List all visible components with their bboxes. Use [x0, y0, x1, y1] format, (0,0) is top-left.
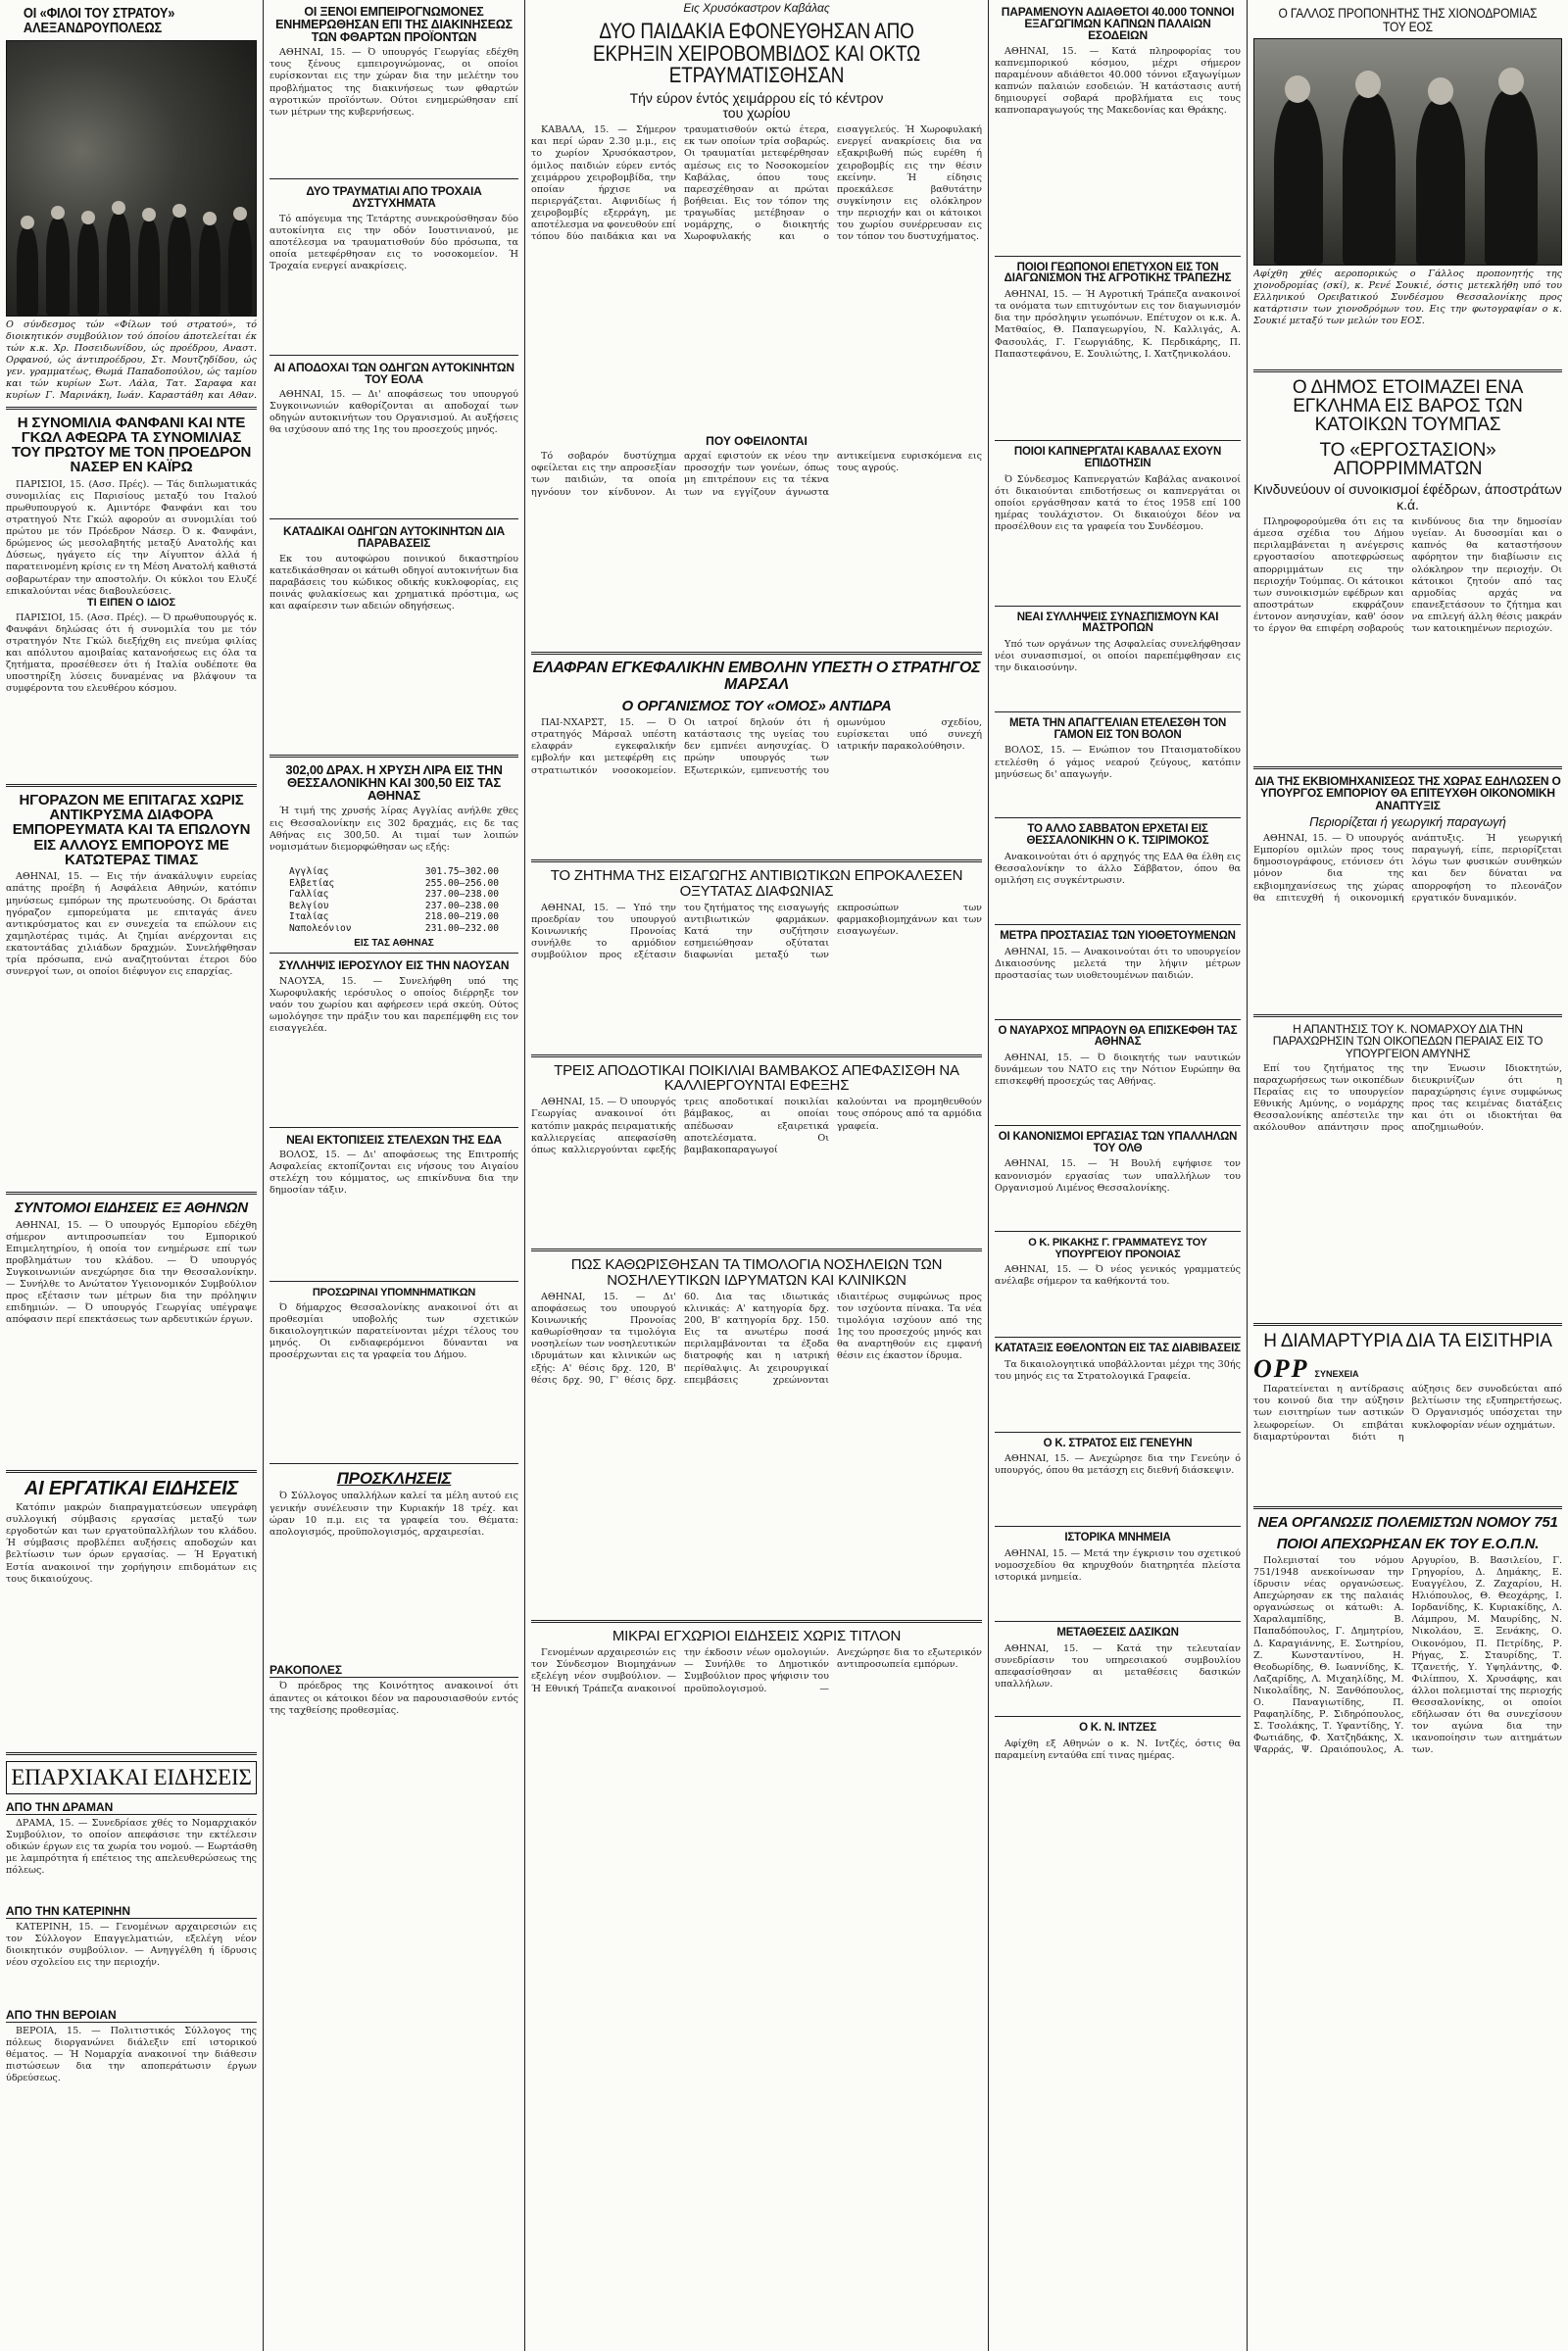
headline-wedding: ΜΕΤΑ ΤΗΝ ΑΠΑΓΓΕΛΙΑΝ ΕΤΕΛΕΣΘΗ ΤΟΝ ΓΑΜΟΝ ΕΙΣ ΤΟΝ ΒΟΛΟΝ	[1008, 717, 1227, 741]
article-intzes: Αφίχθη εξ Αθηνών ο κ. Ν. Ιντζές, όστις θα παραμείνη ενταύθα επί τινας ημέρας.	[995, 1738, 1241, 1761]
headline-factory: ΤΟ «ΕΡΓΟΣΤΑΣΙΟΝ» ΑΠΟΡΡΙΜΜΑΤΩΝ	[1319, 439, 1496, 480]
headline-labor: ΑΙ ΕΡΓΑΤΙΚΑΙ ΕΙΔΗΣΕΙΣ	[24, 1477, 239, 1499]
headline-arrests: ΝΕΑΙ ΣΥΛΛΗΨΕΙΣ ΣΥΝΑΣΠΙΣΜΟΥΝ ΚΑΙ ΜΑΣΤΡΟΠΩΝ	[1016, 611, 1219, 635]
article-veterans: Πολεμισταί του νόμου 751/1948 ανεκοίνωσαν την ίδρυσιν νέας οργανώσεως. Απεχώρησαν εκ της παλαιάς οργανώσεως οι κάτωθι: Α. Χαραλαμπίδης, Β. Παπαδόπουλος, Γ. Δημητρίου, Δ. Καραγιάννης, Ε. Σωτηρίου, Ζ. Κωνσταντίνου, Η. Θεοδωρίδης, Θ. Ιωαννίδης, Κ. Λαζαρίδης, Λ. Μιχαηλίδης, Μ. Νικολαΐδης, Ν. Ξανθόπουλος, Ο. Παναγιωτίδης, Π. Ραφαηλίδης, Ρ. Σιδηρόπουλος, Σ. Τσολάκης, Τ. Υφαντίδης, Υ. Φωτιάδης, Φ. Χατζηδάκης, Χ. Ψαρράς, Ψ. Ωραιόπουλος, Α. Αργυρίου, Β. Βασιλείου, Γ. Γρηγορίου, Δ. Δημάκης, Ε. Ευαγγέλου, Ζ. Ζαχαρίου, Η. Ηλιόπουλος, Θ. Θεοχάρης, Ι. Ιορδανίδης, Κ. Κυριακίδης, Λ. Λάμπρου, Μ. Μαυρίδης, Ν. Νικολάου, Ξ. Ξενάκης, Ο. Οικονόμου, Π. Πετρίδης, Ρ. Ρήγας, Σ. Σταυρίδης, Τ. Τζανετής, Υ. Υψηλάντης, Φ. Φιλίππου, Χ. Χρυσάφης, και άλλοι πολεμισταί της περιοχής Θεσσαλονίκης, οι οποίοι εδήλωσαν ότι θα συνεχίσουν τον αγώνα δια την ικανοποίησιν των αιτημάτων των.	[1253, 1554, 1562, 1756]
headline-temporary: ΠΡΟΣΩΡΙΝΑΙ ΥΠΟΜΝΗΜΑΤΙΚΩΝ	[312, 1286, 476, 1298]
article-tobacco-workers: Ό Σύνδεσμος Καπνεργατών Καβάλας ανακοινοί ότι δικαιούνται επιδοτήσεως οι καπνεργάται οι οποίοι εργάσθησαν κατά το έτος 1958 επί 100 ημέρας τουλάχιστον. Οι δικαιούχοι δέον να προσέλθουν εις τα γραφεία του Συνδέσμου.	[995, 473, 1241, 532]
headline-ski-coach: Ο ΓΑΛΛΟΣ ΠΡΟΠΟΝΗΤΗΣ ΤΗΣ ΧΙΟΝΟΔΡΟΜΙΑΣ ΤΟΥ ΕΟΣ	[1278, 5, 1538, 35]
article-small-news: Γενομένων αρχαιρεσιών εις τον Σύνδεσμον Βιομηχάνων εξελέγη νέον συμβούλιον. — Ή Εθνική Τράπεζα ανακοινοί την έκδοσιν νέων ομολογιών. — Συνήλθε το Δημοτικόν Συμβούλιον προς ψήφισιν του προϋπολογισμού. — Ανεχώρησε δια το εξωτερικόν αντιπροσωπεία εμπόρων.	[531, 1647, 982, 1694]
article-stratos: ΑΘΗΝΑΙ, 15. — Ανεχώρησε δια την Γενεύην ό υπουργός, όπου θα μετάσχη εις διεθνή διάσκεψιν.	[995, 1453, 1241, 1477]
table-row: Ελβετίας 255.00—256.00	[289, 877, 499, 889]
headline-eda: ΝΕΑΙ ΕΚΤΟΠΙΣΕΙΣ ΣΤΕΛΕΧΩΝ ΤΗΣ ΕΔΑ	[286, 1132, 502, 1147]
subhead-said: ΤΙ ΕΙΠΕΝ Ο ΙΔΙΟΣ	[86, 596, 176, 609]
article-fanfani-2: ΠΑΡΙΣΙΟΙ, 15. (Ασσ. Πρές). — Ό πρωθυπουργός κ. Φανφάνι δηλώσας ότι ή συνομιλία του με τόν στρατηγόν Ντε Γκώλ διεξήχθη εις πνεύμα φιλίας και απόλυτου αμοιβαίας κατανοήσεως εις όλα τα ζητήματα, προσέθεσεν ότι ή Ιταλία ουδέποτε θα υποστηρίξη λύσεις δυναμένας να βλάψουν τα συμφέροντα του ελευθέρου κόσμου.	[6, 612, 257, 695]
article-labor: Κατόπιν μακρών διαπραγματεύσεων υπεγράφη συλλογική σύμβασις εργασίας μεταξύ των εργοδοτών και των εργατοϋπαλλήλων του κλάδου. Ή σύμβασις προβλέπει αυξήσεις αποδοχών και βελτίωσιν των όρων εργασίας. — Ή Εργατική Εστία ανακοινοί την χορήγησιν επιδομάτων εις τους δικαιούχους.	[6, 1502, 257, 1585]
table-row: Βελγίου 237.00—238.00	[289, 900, 499, 911]
headline-stratos: Ο Κ. ΣΤΡΑΤΟΣ ΕΙΣ ΓΕΝΕΥΗΝ	[1043, 1437, 1193, 1449]
article-tickets: Παρατείνεται η αντίδρασις του κοινού δια την αύξησιν των εισιτηρίων των αστικών λεωφορείων. Οι επιβάται διαμαρτύρονται διότι η αύξησις δεν συνοδεύεται από βελτίωσιν της εξυπηρετήσεως. Ό Οργανισμός υπόσχεται την κυκλοφορίαν νέων οχημάτων.	[1253, 1384, 1562, 1443]
headline-withdrew: ΠΟΙΟΙ ΑΠΕΧΩΡΗΣΑΝ ΕΚ ΤΟΥ Ε.Ο.Π.Ν.	[1276, 1535, 1540, 1552]
continuation-block	[1253, 1354, 1562, 1384]
article-gold-pound: Ή τιμή της χρυσής λίρας Αγγλίας ανήλθε χθες εις Θεσσαλονίκην εις 302 δραχμάς, εις δε τας Αθήνας εις 300,50. Αι τιμαί των λοιπών νομισμάτων διεμορφώθησαν ως εξής:	[270, 806, 518, 853]
photo-caption-ski: Αφίχθη χθές αεροπορικώς ο Γάλλος προπονητής της χιονοδρομίας (σκί), κ. Ρενέ Σουκιέ, όστις μετεκλήθη υπό του Ελληνικού Ορειβατικού Συνδέσμου Θεσσαλονίκης προς κατάρτισιν των χιονοδρόμων του. Εις την φωτογραφίαν ο κ. Σουκιέ μεταξύ των μελών του ΕΟΣ.	[1253, 268, 1562, 326]
headline-tsirimokos: ΤΟ ΑΛΛΟ ΣΑΒΒΑΤΟΝ ΕΡΧΕΤΑΙ ΕΙΣ ΘΕΣΣΑΛΟΝΙΚΗΝ Ο Κ. ΤΣΙΡΙΜΟΚΟΣ	[1026, 823, 1209, 848]
article-invitations: Ό Σύλλογος υπαλλήλων καλεί τα μέλη αυτού εις γενικήν συνέλευσιν την Κυριακήν 18 τρέχ. και ώραν 10 π.μ. εις τα γραφεία του. Θέματα: απολογισμός, προϋπολογισμός, αρχαιρεσίαι.	[270, 1491, 518, 1538]
article-admiral: ΑΘΗΝΑΙ, 15. — Ό διοικητής των ναυτικών δυνάμεων του ΝΑΤΟ εις την Νότιον Ευρώπην θα επισκεφθή προσεχώς τας Αθήνας.	[995, 1053, 1241, 1088]
headline-grenade: ΔΥΟ ΠΑΙΔΑΚΙΑ ΕΦΟΝΕΥΘΗΣΑΝ ΑΠΟ ΕΚΡΗΞΙΝ ΧΕΙΡΟΒΟΜΒΙΔΟΣ ΚΑΙ ΟΚΤΩ ΕΤΡΑΥΜΑΤΙΣΘΗΣΑΝ	[592, 19, 921, 88]
headline-friends-army: ΟΙ «ΦΙΛΟΙ ΤΟΥ ΣΤΡΑΤΟΥ» ΑΛΕΞΑΝΔΡΟΥΠΟΛΕΩΣ	[23, 5, 175, 37]
headline-tobacco: ΠΑΡΑΜΕΝΟΥΝ ΑΔΙΑΘΕΤΟΙ 40.000 ΤΟΝΝΟΙ ΕΞΑΓΩΓΙΜΩΝ ΚΑΠΝΩΝ ΠΑΛΑΙΩΝ ΕΣΟΔΕΙΩΝ	[1001, 5, 1235, 43]
headline-provincial: ΕΠΑΡΧΙΑΚΑΙ ΕΙΔΗΣΕΙΣ	[6, 1761, 257, 1793]
article-tsirimokos: Ανακοινούται ότι ό αρχηγός της ΕΔΑ θα έλθη εις Θεσσαλονίκην το άλλο Σάββατον, όπου θα ομιλήση εις συγκέντρωσιν.	[995, 851, 1241, 887]
article-tobacco: ΑΘΗΝΑΙ, 15. — Κατά πληροφορίας του καπνεμπορικού κόσμου, μέχρι σήμερον παραμένουν αδιάθετοι 40.000 τόννοι εξαγωγίμων καπνών παλαιών εσοδειών. Ή κατάστασις αυτή δημιουργεί σοβαρά προβλήματα εις τους καπνοπαραγωγούς της Μακεδονίας και Θράκης.	[995, 45, 1241, 117]
article-drivers-pay: ΑΘΗΝΑΙ, 15. — Δι' αποφάσεως του υπουργού Συγκοινωνιών καθορίζονται αι αποδοχαί των οδηγών αυτοκινήτων του Οργανισμού. Αι αυξήσεις θα ισχύσουν από της 1ης του προσεχούς μηνός.	[270, 389, 518, 436]
headline-veterans: ΝΕΑ ΟΡΓΑΝΩΣΙΣ ΠΟΛΕΜΙΣΤΩΝ ΝΟΜΟΥ 751	[1257, 1514, 1558, 1532]
subhead-factory: Κινδυνεύουν οί συνοικισμοί έφέδρων, άποστράτων κ.ά.	[1253, 481, 1562, 513]
headline-monuments: ΙΣΤΟΡΙΚΑ ΜΝΗΜΕΙΑ	[1064, 1532, 1171, 1544]
headline-olth: ΟΙ ΚΑΝΟΝΙΣΜΟΙ ΕΡΓΑΣΙΑΣ ΤΩΝ ΥΠΑΛΛΗΛΩΝ ΤΟΥ ΟΛΘ	[998, 1131, 1238, 1154]
article-rakopoles: Ό πρόεδρος της Κοινότητος ανακοινοί ότι άπαντες οι κάτοικοι δέον να παρουσιασθούν εντός της ταχθείσης προθεσμίας.	[270, 1681, 518, 1716]
article-cheques: ΑΘΗΝΑΙ, 15. — Εις τήν άνακάλυψιν ευρείας απάτης προέβη ή Ασφάλεια Αθηνών, κατόπιν μηνύσεως εμπόρων της πρωτευούσης. Οι δράσται ηγόραζον εμπορεύματα με επιταγάς άνευ αντικρύσματος και εν συνεχεία τα επώλουν εις χαμηλοτέρας τιμάς. Αι ζημίαι ανέρχονται εις εκατοντάδας χιλιάδων δραχμών. Συνελήφθησαν τρία πρόσωπα, ενώ αναζητούνται έτεροι δύο συνεργοί των, οι οποίοι διέφυγον εις επαρχίας.	[6, 871, 257, 978]
headline-drivers-pay: ΑΙ ΑΠΟΔΟΧΑΙ ΤΩΝ ΟΔΗΓΩΝ ΑΥΤΟΚΙΝΗΤΩΝ ΤΟΥ ΕΟΛΑ	[273, 360, 514, 386]
headline-cotton: ΤΡΕΙΣ ΑΠΟΔΟΤΙΚΑΙ ΠΟΙΚΙΛΙΑΙ ΒΑΜΒΑΚΟΣ ΑΠΕΦΑΣΙΣΘΗ ΝΑ ΚΑΛΛΙΕΡΓΟΥΝΤΑΙ ΕΦΕΞΗΣ	[554, 1061, 959, 1095]
article-wedding: ΒΟΛΟΣ, 15. — Ενώπιον του Πταισματοδίκου ετελέσθη ό γάμος νεαρού ζεύγους, κατόπιν μηνύσεως δι' απαγωγήν.	[995, 745, 1241, 780]
article-marshall: ΠΑΙ-ΝΧΑΡΣΤ, 15. — Ό στρατηγός Μάρσαλ υπέστη ελαφράν εγκεφαλικήν εμβολήν και μετεφέρθη εις στρατιωτικόν νοσοκομείον. Οι ιατροί δηλούν ότι ή κατάστασις της υγείας του δεν εμπνέει ανησυχίας. Ό πρώην υπουργός των Εξωτερικών, εμπνευστής του ομωνύμου σχεδίου, ευρίσκεται υπό συνεχή ιατρικήν παρακολούθησιν.	[531, 717, 982, 776]
headline-small-news: ΜΙΚΡΑΙ ΕΓΧΩΡΙΟΙ ΕΙΔΗΣΕΙΣ ΧΩΡΙΣ ΤΙΤΛΟΝ	[612, 1627, 902, 1644]
gold-price-table	[270, 864, 518, 936]
headline-forestry: ΜΕΤΑΘΕΣΕΙΣ ΔΑΣΙΚΩΝ	[1056, 1627, 1179, 1640]
article-grenade: ΚΑΒΑΛΑ, 15. — Σήμερον και περί ώραν 2.30 μ.μ., εις το χωρίον Χρυσόκαστρον, όμιλος παιδιών εύρεν εντός χειμάρρου χειροβομβίδα, την οποίαν ήρχισε να περιεργάζεται. Αιφνιδίως ή χειροβομβίς εξερράγη, με αποτέλεσμα να φονευθούν επί τόπου δύο παιδάκια και να τραυματισθούν οκτώ έτερα, εκ των οποίων τρία σοβαρώς. Οι τραυματίαι μετεφέρθησαν αμέσως εις το Νοσοκομείον Καβάλας, όπου τους παρεσχέθησαν αι πρώται βοήθειαι. Εις τον τόπον της τραγωδίας μετέβησαν ο νομάρχης, ο διοικητής Χωροφυλακής και ο εισαγγελεύς. Ή Χωροφυλακή ενεργεί ανακρίσεις δια να εξακριβωθή πώς ευρέθη ή χειροβομβίς εις την θέσιν εκείνην. Ή είδησις προεκάλεσε βαθυτάτην συγκίνησιν εις ολόκληρον την περιοχήν και οι κάτοικοι του χωρίου συνέρρευσαν εις τον τόπον του δυστυχήματος.	[531, 124, 982, 243]
headline-traffic: ΔΥΟ ΤΡΑΥΜΑΤΙΑΙ ΑΠΟ ΤΡΟΧΑΙΑ ΔΥΣΤΥΧΗΜΑΤΑ	[306, 184, 482, 211]
photo-caption: Ο σύνδεσμος τών «Φίλων τού στρατού», τό διοικητικόν συμβούλιον τού όποίου άποτελείται έκ τών κ.κ. Χρ. Ποσειδωνίδου, ώς προέδρου, Αναστ. Ορφανού, ώς άντιπροέδρου, Στ. Μουτζηδίδου, ώς γεν. γραμματέως, Θωμά Παπαδοπούλου, ώς ταμίου και τών κυρίων Σωτ. Λάλα, Τατ. Σαραφα και κυρίων Γ. Μαρινάκη, Ιωάν. Καραστάθη και Αθαν.	[6, 318, 257, 401]
article-traffic: Τό απόγευμα της Τετάρτης συνεκρούσθησαν δύο αυτοκίνητα εις την οδόν Ιουστινιανού, με αποτέλεσμα να τραυματισθούν δύο πρόσωπα, τα οποία μετεφέρθησαν εις το νοσοκομείον. Ή Τροχαία ενεργεί ανακρίσεις.	[270, 213, 518, 272]
photo-ski-coach	[1253, 38, 1562, 266]
headline-hospital-fees: ΠΩΣ ΚΑΘΩΡΙΣΘΗΣΑΝ ΤΑ ΤΙΜΟΛΟΓΙΑ ΝΟΣΗΛΕΙΩΝ ΤΩΝ ΝΟΣΗΛΕΥΤΙΚΩΝ ΙΔΡΥΜΑΤΩΝ ΚΑΙ ΚΛΙΝΙΚΩΝ	[570, 1256, 943, 1289]
article-agronomists: ΑΘΗΝΑΙ, 15. — Ή Αγροτική Τράπεζα ανακοινοί τα ονόματα των επιτυχόντων εις τον διαγωνισμόν δια την πρόσληψιν γεωπόνων. Επέτυχον οι κ.κ. Α. Ματθαίος, Θ. Παπαγεωργίου, Ν. Καλλιγάς, Α. Φασουλάς, Γ. Γεωργιάδης, Κ. Περδικάρης, Π. Παπαστεφάνου, Ε. Σουλιώτης, Ι. Χατζηνικολάου.	[995, 289, 1241, 360]
column-1	[0, 0, 263, 2351]
article-olth: ΑΘΗΝΑΙ, 15. — Ή Βουλή εψήφισε τον κανονισμόν εργασίας των υπαλλήλων του Οργανισμού Λιμένος Θεσσαλονίκης.	[995, 1158, 1241, 1194]
headline-industrialization: ΔΙΑ ΤΗΣ ΕΚΒΙΟΜΗΧΑΝΙΣΕΩΣ ΤΗΣ ΧΩΡΑΣ ΕΔΗΛΩΣΕΝ Ο ΥΠΟΥΡΓΟΣ ΕΜΠΟΡΙΟΥ ΘΑ ΕΠΙΤΕΥΧΘΗ ΟΙΚΟΝΟΜΙΚΗ ΑΝΑΠΤΥΞΙΣ	[1254, 774, 1561, 812]
continuation-label: ΣΥΝΕΧΕΙΑ	[1314, 1369, 1359, 1380]
headline-intzes: Ο Κ. Ν. ΙΝΤΖΕΣ	[1079, 1721, 1156, 1734]
kicker-chrysokastro: Εις Χρυσόκαστρον Καβάλας	[683, 1, 830, 15]
headline-tobacco-workers: ΠΟΙΟΙ ΚΑΠΝΕΡΓΑΤΑΙ ΚΑΒΑΛΑΣ ΕΧΟΥΝ ΕΠΙΔΟΤΗΣΙΝ	[1013, 446, 1222, 469]
article-cotton: ΑΘΗΝΑΙ, 15. — Ό υπουργός Γεωργίας ανακοινοί ότι κατόπιν μακράς πειραματικής καλλιεργείας απεφασίσθη όπως καλλιεργούνται εφεξής τρεις αποδοτικαί ποικιλίαι βάμβακος, αι οποίαι απέδωσαν εξαιρετικά αποτελέσματα. Οι βαμβακοπαραγωγοί καλούνται να προμηθευθούν τους σπόρους από τα αρμόδια γραφεία.	[531, 1097, 982, 1155]
table-row: Αγγλίας 301.75—302.00	[289, 866, 499, 878]
subhead-athens: ΕΙΣ ΤΑΣ ΑΘΗΝΑΣ	[354, 938, 434, 950]
headline-invitations: ΠΡΟΣΚΛΗΣΕΙΣ	[336, 1469, 452, 1489]
article-antibiotics: ΑΘΗΝΑΙ, 15. — Υπό την προεδρίαν του υπουργού Κοινωνικής Προνοίας συνήλθε το αρμόδιον συμβούλιον προς εξέτασιν του ζητήματος της εισαγωγής αντιβιωτικών φαρμάκων. Κατά την συζήτησιν εσημειώθησαν οξύταται διαφωνίαι μεταξύ των εκπροσώπων των φαρμακοβιομηχάνων και των εισαγωγέων.	[531, 902, 982, 961]
article-industrialization: ΑΘΗΝΑΙ, 15. — Ό υπουργός Εμπορίου ομιλών προς τους δημοσιογράφους, ετόνισεν ότι μόνον δια της εκβιομηχανίσεως της χώρας θα επιτευχθή ή οικονομική ανάπτυξις. Ή γεωργική παραγωγή, είπε, περιορίζεται λόγω των φυσικών συνθηκών και δεν δύναται να απορροφήση το πλεονάζον εργατικόν δυναμικόν.	[1253, 833, 1562, 904]
headline-fanfani: Η ΣΥΝΟΜΙΛΙΑ ΦΑΝΦΑΝΙ ΚΑΙ ΝΤΕ ΓΚΩΛ ΑΦΕΩΡΑ ΤΑ ΣΥΝΟΜΙΛΙΑΣ ΤΟΥ ΠΡΩΤΟΥ ΜΕ ΤΟΝ ΠΡΟΕΔΡΟΝ ΝΑΣΕΡ ΕΝ ΚΑΪΡΩ	[11, 414, 252, 476]
headline-gold-pound: 302,00 ΔΡΑΧ. Η ΧΡΥΣΗ ΛΙΡΑ ΕΙΣ ΤΗΝ ΘΕΣΣΑΛΟΝΙΚΗΝ ΚΑΙ 300,50 ΕΙΣ ΤΑΣ ΑΘΗΝΑΣ	[285, 761, 503, 804]
headline-experts: ΟΙ ΞΕΝΟΙ ΕΜΠΕΙΡΟΓΝΩΜΟΝΕΣ ΕΝΗΜΕΡΩΘΗΣΑΝ ΕΠΙ ΤΗΣ ΔΙΑΚΙΝΗΣΕΩΣ ΤΩΝ ΦΘΑΡΤΩΝ ΠΡΟΪΟΝΤΩΝ	[275, 5, 513, 44]
headline-marshall: ΕΛΑΦΡΑΝ ΕΓΚΕΦΑΛΙΚΗΝ ΕΜΒΟΛΗΝ ΥΠΕΣΤΗ Ο ΣΤΡΑΤΗΓΟΣ ΜΑΡΣΑΛ	[532, 660, 981, 693]
article-perea: Επί του ζητήματος της παραχωρήσεως των οικοπέδων Περαίας εις το υπουργείον Εθνικής Αμύνης, ο νομάρχης Θεσσαλονίκης απέστειλε την ακόλουθον απάντησιν προς την Ένωσιν Ιδιοκτητών, διευκρινίζων ότι η παραχώρησις έγινε συμφώνως προς τας κειμένας διατάξεις και ότι οι ιδιοκτήται θα αποζημιωθούν.	[1253, 1062, 1562, 1134]
article-monuments: ΑΘΗΝΑΙ, 15. — Μετά την έγκρισιν του σχετικού νομοσχεδίου θα κηρυχθούν διατηρητέα πλείστα ιστορικά μνημεία.	[995, 1548, 1241, 1584]
headline-perea: Η ΑΠΑΝΤΗΣΙΣ ΤΟΥ Κ. ΝΟΜΑΡΧΟΥ ΔΙΑ ΤΗΝ ΠΑΡΑΧΩΡΗΣΙΝ ΤΩΝ ΟΙΚΟΠΕΔΩΝ ΠΕΡΑΙΑΣ ΕΙΣ ΤΟ ΥΠΟΥΡΓΕΙΟΝ ΑΜΥΝΗΣ	[1272, 1022, 1544, 1060]
headline-agronomists: ΠΟΙΟΙ ΓΕΩΠΟΝΟΙ ΕΠΕΤΥΧΟΝ ΕΙΣ ΤΟΝ ΔΙΑΓΩΝΙΣΜΟΝ ΤΗΣ ΑΓΡΟΤΙΚΗΣ ΤΡΑΠΕΖΗΣ	[1004, 261, 1232, 285]
column-5	[1248, 0, 1568, 2351]
article-forestry: ΑΘΗΝΑΙ, 15. — Κατά την τελευταίαν συνεδρίασιν του υπηρεσιακού συμβουλίου απεφασίσθησαν αι μεταθέσεις δασικών υπαλλήλων.	[995, 1642, 1241, 1690]
column-3	[525, 0, 988, 2351]
section-veroia: ΑΠΟ ΤΗΝ ΒΕΡΟΙΑΝ	[6, 2008, 257, 2023]
column-4	[989, 0, 1247, 2351]
table-row: Ναπολεόνιον 231.00—232.00	[289, 922, 499, 934]
headline-brief-athens: ΣΥΝΤΟΜΟΙ ΕΙΔΗΣΕΙΣ ΕΞ ΑΘΗΝΩΝ	[15, 1200, 248, 1217]
headline-adoption: ΜΕΤΡΑ ΠΡΟΣΤΑΣΙΑΣ ΤΩΝ ΥΙΟΘΕΤΟΥΜΕΝΩΝ	[1000, 929, 1236, 942]
article-hospital-fees: ΑΘΗΝΑΙ, 15. — Δι' αποφάσεως του υπουργού Κοινωνικής Προνοίας καθωρίσθησαν τα τιμολόγια νοσηλείων των νοσηλευτικών ιδρυμάτων και κλινικών ως εξής: Α' θέσις δρχ. 120, Β' θέσις δρχ. 90, Γ' θέσις δρχ. 60. Δια τας ιδιωτικάς κλινικάς: Α' κατηγορία δρχ. 200, Β' κατηγορία δρχ. 150. Εις τα ανωτέρω ποσά περιλαμβάνονται τα έξοδα διατροφής και η ιατρική περίθαλψις. Αι χειρουργικαί επεμβάσεις χρεώνονται ιδιαιτέρως συμφώνως προς τον ισχύοντα πίνακα. Τα νέα τιμολόγια ισχύουν από της 1ης του προσεχούς μηνός και θα αναρτηθούν εις εμφανή θέσιν εις έκαστον ίδρυμα.	[531, 1291, 982, 1386]
headline-rikakis: Ο Κ. ΡΙΚΑΚΗΣ Γ. ΓΡΑΜΜΑΤΕΥΣ ΤΟΥ ΥΠΟΥΡΓΕΙΟΥ ΠΡΟΝΟΙΑΣ	[1028, 1237, 1207, 1260]
article-convictions: Εκ του αυτοφώρου ποινικού δικαστηρίου κατεδικάσθησαν οι κάτωθι οδηγοί αυτοκινήτων δια παραβάσεις του κώδικος οδικής κυκλοφορίας, εις ποινάς φυλακίσεως και χρηματικά πρόστιμα, ως και αφαίρεσιν των αδειών οδηγήσεως.	[270, 553, 518, 612]
article-owed: Τό σοβαρόν δυστύχημα οφείλεται εις την απροσεξίαν των παιδιών, τα οποία ηγνόουν τον κίνδυνον. Αι αρχαί εφιστούν εκ νέου την προσοχήν των γονέων, όπως μη επιτρέπουν εις τα τέκνα των να εγγίζουν άγνωστα αντικείμενα ευρισκόμενα εις τους αγρούς.	[531, 451, 982, 498]
article-veroia: ΒΕΡΟΙΑ, 15. — Πολιτιστικός Σύλλογος της πόλεως διοργανώνει διάλεξιν επί ιστορικού θέματος. — Ή Νομαρχία ανακοινοί την διάθεσιν πιστώσεων δια την αποπεράτωσιν έργων ύδρεύσεως.	[6, 2025, 257, 2083]
article-arrests: Υπό των οργάνων της Ασφαλείας συνελήφθησαν νέοι συνασπισμοί, οι οποίοι παρεπέμφθησαν εις την δικαιοσύνην.	[995, 639, 1241, 674]
headline-cheques: ΗΓΟΡΑΖΟΝ ΜΕ ΕΠΙΤΑΓΑΣ ΧΩΡΙΣ ΑΝΤΙΚΡΥΣΜΑ ΔΙΑΦΟΡΑ ΕΜΠΟΡΕΥΜΑΤΑ ΚΑΙ ΤΑ ΕΠΩΛΟΥΝ ΕΙΣ ΑΛΛΟΥΣ ΕΜΠΟΡΟΥΣ ΜΕ ΚΑΤΩΤΕΡΑΣ ΤΙΜΑΣ	[12, 791, 251, 869]
headline-naousa: ΣΥΛΛΗΨΙΣ ΙΕΡΟΣΥΛΟΥ ΕΙΣ ΤΗΝ ΝΑΟΥΣΑΝ	[278, 958, 510, 973]
article-brief-athens: ΑΘΗΝΑΙ, 15. — Ό υπουργός Εμπορίου εδέχθη σήμερον αντιπροσωπείαν του Εμπορικού Επιμελητηρίου, ή οποία τον ενημέρωσε επί των προβλημάτων του κλάδου. — Ό υπουργός Συγκοινωνιών ανεχώρησε δια την Θεσσαλονίκην. — Συνήλθε το Ανώτατον Υγειονομικόν Συμβούλιον προς εξέτασιν των μέτρων δια την πρόληψιν επιδημιών. — Ό υπουργός Γεωργίας υπέγραψε απόφασιν περί επεκτάσεως των αρδευτικών έργων.	[6, 1219, 257, 1326]
section-rakopoles: ΡΑΚΟΠΟΛΕΣ	[270, 1663, 518, 1678]
headline-antibiotics: ΤΟ ΖΗΤΗΜΑ ΤΗΣ ΕΙΣΑΓΩΓΗΣ ΑΝΤΙΒΙΩΤΙΚΩΝ ΕΠΡΟΚΑΛΕΣΕΝ ΟΞΥΤΑΤΑΣ ΔΙΑΦΩΝΙΑΣ	[550, 867, 963, 900]
table-row: Γαλλίας 237.00—238.00	[289, 889, 499, 901]
photo-friends-of-army	[6, 40, 257, 317]
subhead-owed: ΠΟΥ ΟΦΕΙΛΟΝΤΑΙ	[706, 434, 808, 449]
column-2	[264, 0, 524, 2351]
headline-volunteers: ΚΑΤΑΤΑΞΙΣ ΕΘΕΛΟΝΤΩΝ ΕΙΣ ΤΑΣ ΔΙΑΒΙΒΑΣΕΙΣ	[995, 1342, 1241, 1354]
article-katerini: ΚΑΤΕΡΙΝΗ, 15. — Γενομένων αρχαιρεσιών εις τον Σύλλογον Επαγγελματιών, εξελέγη νέον διοικητικόν συμβούλιον. — Ανηγγέλθη ή ίδρυσις νέου σχολείου εις την περιοχήν.	[6, 1921, 257, 1968]
headline-tickets: Η ΔΙΑΜΑΡΤΥΡΙΑ ΔΙΑ ΤΑ ΕΙΣΙΤΗΡΙΑ	[1263, 1330, 1552, 1351]
article-factory: Πληροφορούμεθα ότι εις τα άμεσα σχέδια του Δήμου περιλαμβάνεται η ανέγερσις εργοστασίου αποτεφρώσεως απορριμμάτων εις την περιοχήν Τούμπας. Οι κάτοικοι των συνοικισμών εφέδρων και αποστράτων εκφράζουν έντονον ανησυχίαν, καθ' όσον το έργον θα επιφέρη σοβαρούς κινδύνους δια την δημοσίαν υγείαν. Αι δυσοσμίαι και ο καπνός θα καταστήσουν αφόρητον την διαβίωσιν εις ολόκληρον την περιοχήν. Οι κάτοικοι ζητούν από τας αρμοδίας αρχάς να επανεξετάσουν το ζήτημα και να επιλεγή άλλη θέσις μακράν των κατοικημένων περιοχών.	[1253, 516, 1562, 635]
article-naousa: ΝΑΟΥΣΑ, 15. — Συνελήφθη υπό της Χωροφυλακής ιερόσυλος ο οποίος διέρρηξε τον ναόν του χωρίου και αφήρεσεν ιερά σκεύη. Ούτος ωμολόγησε την πράξιν του και παρεπέμφθη εις τον εισαγγελέα.	[270, 975, 518, 1035]
table-row: Ιταλίας 218.00—219.00	[289, 911, 499, 923]
section-katerini: ΑΠΟ ΤΗΝ ΚΑΤΕΡΙΝΗΝ	[6, 1904, 257, 1919]
article-fanfani: ΠΑΡΙΣΙΟΙ, 15. (Ασσ. Πρές). — Τάς διπλωματικάς συνομιλίας εις Παρισίους μεταξύ του Ιταλού πρωθυπουργού κ. Αμιντόρε Φανφάνι και του στρατηγού Ντε Γκώλ αφορούν αι συνομιλίαι τού πρώτου με τόν Πρόεδρον Νάσερ. Ό κ. Φανφάνι, δρώμενος ώς μεσολαβητής μεταξύ Ανατολής και Δύσεως, ηγάγετο είς την Αίγυπτον άλλά ή παρατεινομένη κρίσις εν τη Μέση Ανατολή καθιστά σοβαρωτέραν την αποστολήν. Οι κύκλοι του Ελυζέ επικαλούνται νέας διαβουλεύσεις.	[6, 478, 257, 595]
article-volunteers: Τα δικαιολογητικά υποβάλλονται μέχρι της 30ής του μηνός εις τα Στρατολογικά Γραφεία.	[995, 1358, 1241, 1382]
ornamental-logo: ΟΡΡ	[1253, 1354, 1309, 1384]
headline-admiral: Ο ΝΑΥΑΡΧΟΣ ΜΠΡΑΟΥΝ ΘΑ ΕΠΙΣΚΕΦΘΗ ΤΑΣ ΑΘΗΝΑΣ	[998, 1024, 1238, 1049]
article-rikakis: ΑΘΗΝΑΙ, 15. — Ό νέος γενικός γραμματεύς ανέλαβε σήμερον τα καθήκοντά του.	[995, 1263, 1241, 1288]
article-eda: ΒΟΛΟΣ, 15. — Δι' αποφάσεως της Επιτροπής Ασφαλείας εκτοπίζονται εις νήσους του Αιγαίου στελέχη του κόμματος, ως επικίνδυνα δια την δημοσίαν τάξιν.	[270, 1149, 518, 1197]
subhead-grenade: Τήν εύρον έντός χειμάρρου είς τό κέντρον του χωρίου	[629, 89, 884, 121]
article-adoption: ΑΘΗΝΑΙ, 15. — Ανακοινούται ότι το υπουργείον Δικαιοσύνης μελετά την λήψιν μέτρων προστασίας των υιοθετουμένων παιδιών.	[995, 946, 1241, 981]
article-drama: ΔΡΑΜΑ, 15. — Συνεδρίασε χθές το Νομαρχιακόν Συμβούλιον, το οποίον απεφάσισε την εκτέλεσιν οδικών έργων εις τα χωρία του νομού. — Εωρτάσθη με λαμπρότητα ή επέτειος της απελευθερώσεως της πόλεως.	[6, 1817, 257, 1876]
article-temporary: Ό δήμαρχος Θεσσαλονίκης ανακοινοί ότι αι προθεσμίαι υποβολής των σχετικών δικαιολογητικών παρατείνονται μέχρι τέλους του μηνός. Οι ενδιαφερόμενοι δύνανται να προσέρχωνται εις τα γραφεία του Δήμου.	[270, 1302, 518, 1361]
headline-convictions: ΚΑΤΑΔΙΚΑΙ ΟΔΗΓΩΝ ΑΥΤΟΚΙΝΗΤΩΝ ΔΙΑ ΠΑΡΑΒΑΣΕΙΣ	[283, 524, 505, 551]
headline-organization: Ο ΟΡΓΑΝΙΣΜΟΣ ΤΟΥ «ΟΜΟΣ» ΑΝΤΙΔΡΑ	[621, 697, 892, 714]
section-drama: ΑΠΟ ΤΗΝ ΔΡΑΜΑΝ	[6, 1800, 257, 1815]
subhead-industrialization: Περιορίζεται ή γεωργική παραγωγή	[1309, 813, 1506, 829]
article-experts: ΑΘΗΝΑΙ, 15. — Ό υπουργός Γεωργίας εδέχθη τους ξένους εμπειρογνώμονας, οι οποίοι ευρίσκονται εις την χώραν δια την μελέτην του προβλήματος της διακινήσεως των φθαρτών αγροτικών προϊόντων. Ούτοι ενημερώθησαν επί των μέτρων της κυβερνήσεως.	[270, 47, 518, 118]
headline-municipality: Ο ΔΗΜΟΣ ΕΤΟΙΜΑΖΕΙ ΕΝΑ ΕΓΚΛΗΜΑ ΕΙΣ ΒΑΡΟΣ ΤΩΝ ΚΑΤΟΙΚΩΝ ΤΟΥΜΠΑΣ	[1292, 376, 1524, 436]
